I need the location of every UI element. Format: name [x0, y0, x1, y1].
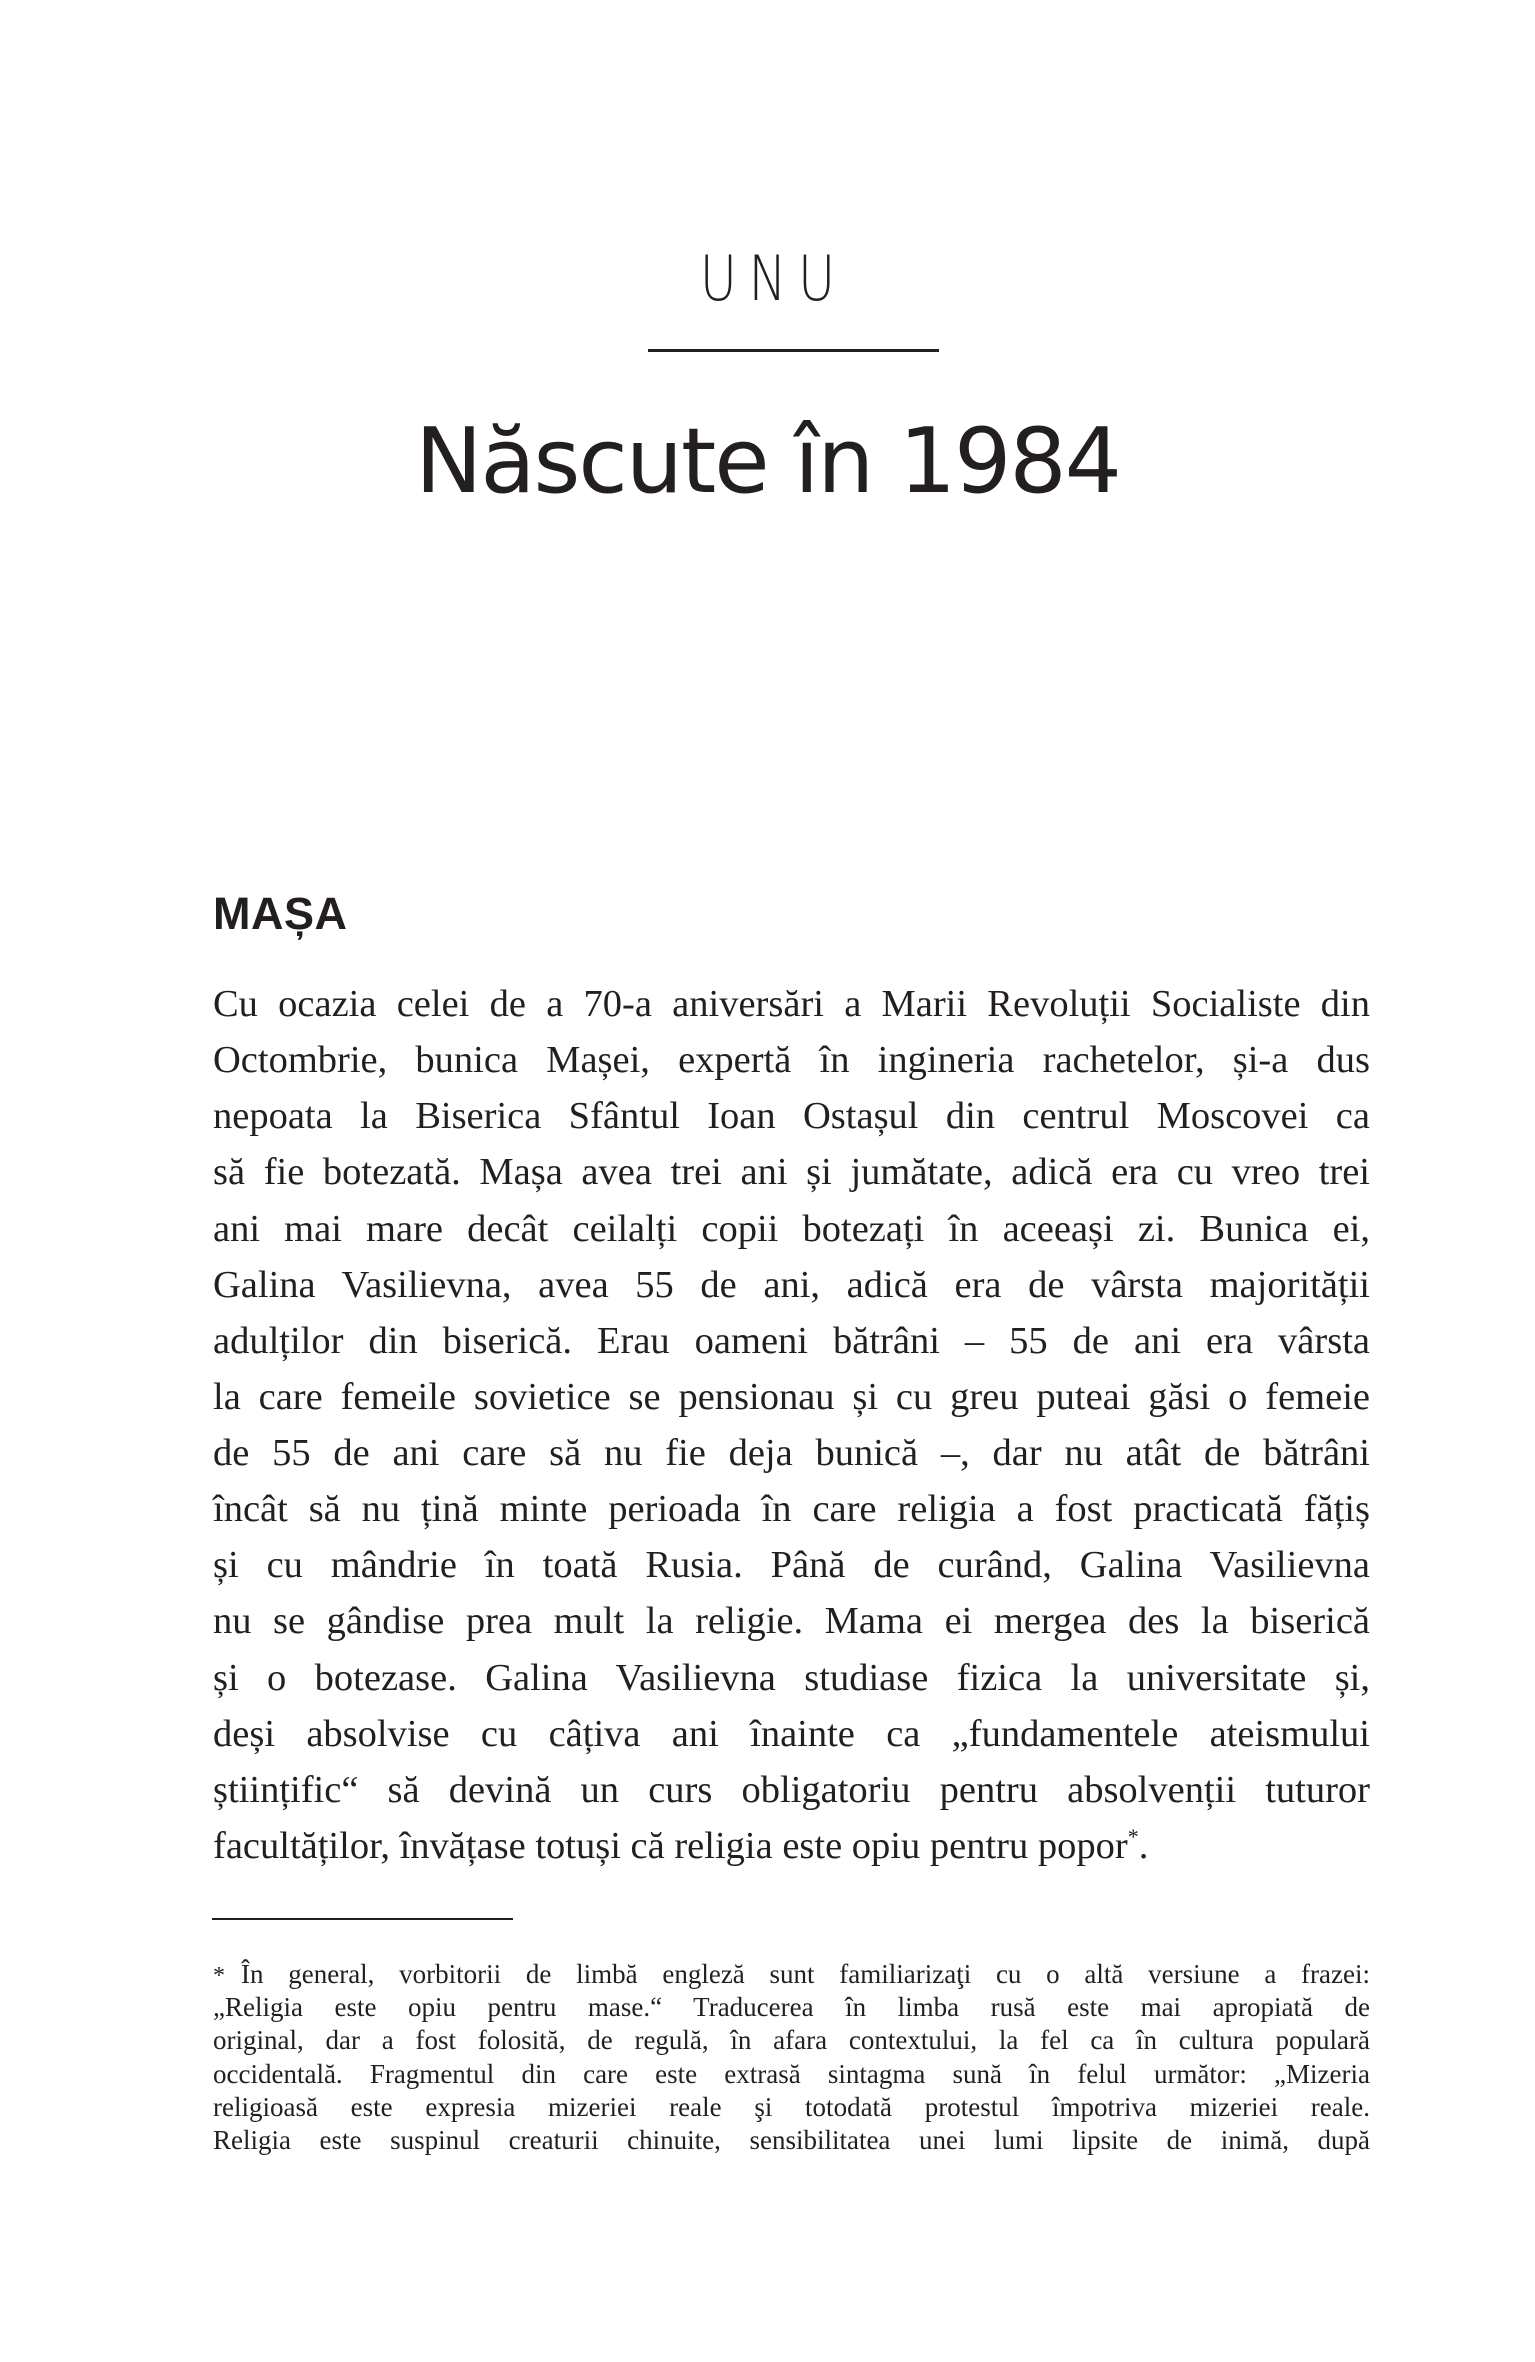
- footnote-line: „Religia este opiu pentru mase.“ Traducerea în limba rusă este mai apropiată de: [213, 1992, 1370, 2023]
- body-line: de 55 de ani care să nu fie deja bunică –, dar nu atât de bătrâni: [213, 1432, 1370, 1474]
- footnote-line-text: În general, vorbitorii de limbă engleză sunt familiarizaţi cu o altă versiune a frazei:: [241, 1959, 1370, 1989]
- body-line: nepoata la Biserica Sfântul Ioan Ostașul din centrul Moscovei ca: [213, 1095, 1370, 1138]
- body-line: Galina Vasilievna, avea 55 de ani, adică era de vârsta majorității: [213, 1263, 1370, 1306]
- footnote: [213, 1958, 1370, 2157]
- body-line: Octombrie, bunica Mașei, expertă în ingineria rachetelor, și-a dus: [213, 1039, 1370, 1082]
- body-line: deși absolvise cu câțiva ani înainte ca „fundamentele ateismului: [213, 1712, 1370, 1755]
- footnote-line: [213, 1958, 1370, 1991]
- body-paragraph: [213, 976, 1370, 1874]
- footnote-line: original, dar a fost folosită, de regulă, în afara contextului, la fel ca în cultura populară: [213, 2025, 1370, 2056]
- chapter-number: UNU: [699, 242, 847, 315]
- body-line: să fie botezată. Mașa avea trei ani și jumătate, adică era cu vreo trei: [213, 1151, 1370, 1194]
- chapter-divider: [648, 349, 939, 352]
- body-line: științific“ să devină un curs obligatoriu pentru absolvenții tuturor: [213, 1768, 1370, 1811]
- body-line: nu se gândise prea mult la religie. Mama ei mergea des la biserică: [213, 1600, 1370, 1643]
- sentence-end: .: [1138, 1824, 1149, 1867]
- body-line: adulților din biserică. Erau oameni bătrâni – 55 de ani era vârsta: [213, 1319, 1370, 1362]
- body-line: Cu ocazia celei de a 70-a aniversări a Marii Revoluții Socialiste din: [213, 983, 1370, 1025]
- body-line: și o botezase. Galina Vasilievna studiase fizica la universitate și,: [213, 1656, 1370, 1699]
- body-line: și cu mândrie în toată Rusia. Până de curând, Galina Vasilievna: [213, 1544, 1370, 1587]
- body-line: încât să nu țină minte perioada în care religia a fost practicată fățiș: [213, 1488, 1370, 1531]
- footnote-line: religioasă este expresia mizeriei reale şi totodată protestul împotriva mizeriei reale.: [213, 2091, 1370, 2122]
- footnote-separator: [212, 1918, 513, 1920]
- body-line: ani mai mare decât ceilalți copii botezați în aceeași zi. Bunica ei,: [213, 1207, 1370, 1250]
- body-line: la care femeile sovietice se pensionau și cu greu puteai găsi o femeie: [213, 1375, 1370, 1418]
- body-line-last: [213, 1818, 1370, 1874]
- chapter-title: Născute în 1984: [415, 409, 1120, 514]
- body-line-text: facultăților, învățase totuși că religia este opiu pentru popor: [213, 1824, 1128, 1867]
- footnote-line: occidentală. Fragmentul din care este extrasă sintagma sună în felul următor: „Mizeria: [213, 2058, 1370, 2089]
- footnote-reference[interactable]: *: [1127, 1823, 1139, 1849]
- section-heading: MAȘA: [213, 888, 348, 939]
- footnote-line: Religia este suspinul creaturii chinuite, sensibilitatea unei lumi lipsite de inimă, după: [213, 2124, 1370, 2155]
- footnote-marker: *: [213, 1963, 225, 1989]
